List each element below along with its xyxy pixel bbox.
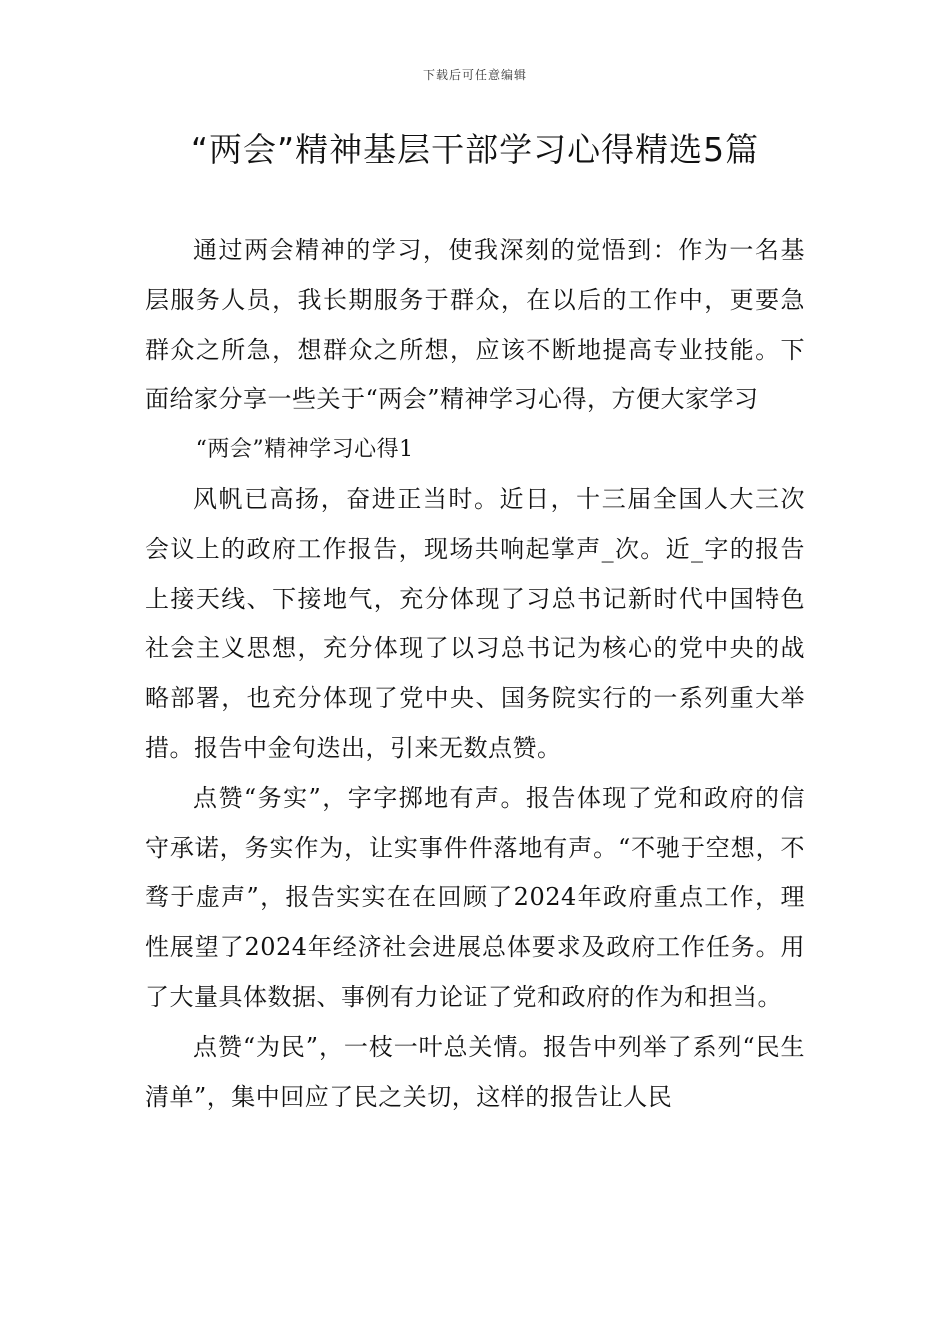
section-heading: “两会”精神学习心得1 [195, 437, 414, 463]
body-paragraph: 点赞“务实”，字字掷地有声。报告体现了党和政府的信守承诺，务实作为，让实事件件落地有声。“不驰于空想，不骛于虚声”，报告实实在在回顾了2024年政府重点工作，理性展望了2024年经济社会进展总体要求及政府工作任务。用了大量具体数据、事例有力论证了党和政府的作为和担当。 [145, 783, 805, 1011]
header-note: 下载后可任意编辑 [422, 68, 527, 82]
body-paragraph: 风帆已高扬，奋进正当时。近日，十三届全国人大三次会议上的政府工作报告，现场共响起掌声_次。近_字的报告上接天线、下接地气，充分体现了习总书记新时代中国特色社会主义思想，充分体现了以习总书记为核心的党中央的战略部署，也充分体现了党中央、国务院实行的一系列重大举措。报告中金句迭出，引来无数点赞。 [145, 484, 805, 762]
intro-paragraph: 通过两会精神的学习，使我深刻的觉悟到：作为一名基层服务人员，我长期服务于群众，在以后的工作中，更要急群众之所急，想群众之所想，应该不断地提高专业技能。下面给家分享一些关于“两会”精神学习心得，方便大家学习 [145, 236, 805, 414]
document-title: “两会”精神基层干部学习心得精选5篇 [190, 130, 760, 169]
body-paragraph: 点赞“为民”，一枝一叶总关情。报告中列举了系列“民生清单”，集中回应了民之关切，这样的报告让人民 [145, 1032, 805, 1111]
document-body [145, 226, 805, 1122]
